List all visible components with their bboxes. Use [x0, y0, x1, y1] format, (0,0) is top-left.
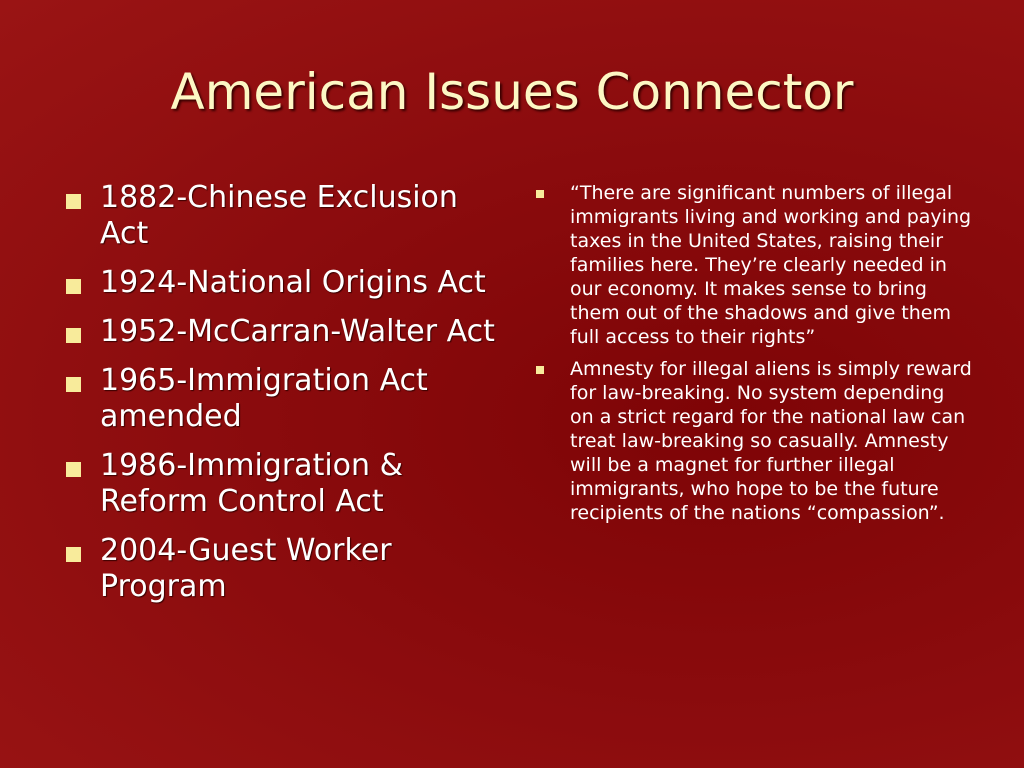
list-item-text: 1986-Immigration & Reform Control Act: [100, 448, 403, 519]
list-item-text: 2004-Guest Worker Program: [100, 533, 392, 604]
timeline-list: [62, 180, 502, 618]
square-bullet-icon: [536, 190, 544, 198]
list-item: [62, 533, 502, 605]
slide-title: American Issues Connector: [170, 63, 854, 121]
list-item: [534, 357, 974, 525]
square-bullet-icon: [66, 279, 81, 294]
square-bullet-icon: [66, 194, 81, 209]
quotes-list: [534, 181, 974, 533]
square-bullet-icon: [66, 328, 81, 343]
list-item-text: 1952-McCarran-Walter Act: [100, 314, 495, 349]
list-item: [62, 363, 502, 435]
square-bullet-icon: [66, 462, 81, 477]
square-bullet-icon: [66, 377, 81, 392]
square-bullet-icon: [66, 547, 81, 562]
list-item: [62, 448, 502, 520]
list-item-text: 1965-Immigration Act amended: [100, 363, 428, 434]
list-item: [62, 314, 502, 350]
list-item: [62, 265, 502, 301]
quote-text: Amnesty for illegal aliens is simply reward for law-breaking. No system depending on a strict regard for the national law can treat law-breaking so casually. Amnesty will be a magnet for further illegal immigrants, who hope to be the future recipients of the nations “compassion”.: [570, 358, 972, 524]
list-item-text: 1882-Chinese Exclusion Act: [100, 180, 458, 251]
list-item: [62, 180, 502, 252]
list-item-text: 1924-National Origins Act: [100, 265, 486, 300]
square-bullet-icon: [536, 366, 544, 374]
list-item: [534, 181, 974, 349]
quote-text: “There are significant numbers of illegal immigrants living and working and paying taxes in the United States, raising their families here. They’re clearly needed in our economy. It makes sense to bring them out of the shadows and give them full access to their rights”: [570, 182, 972, 348]
